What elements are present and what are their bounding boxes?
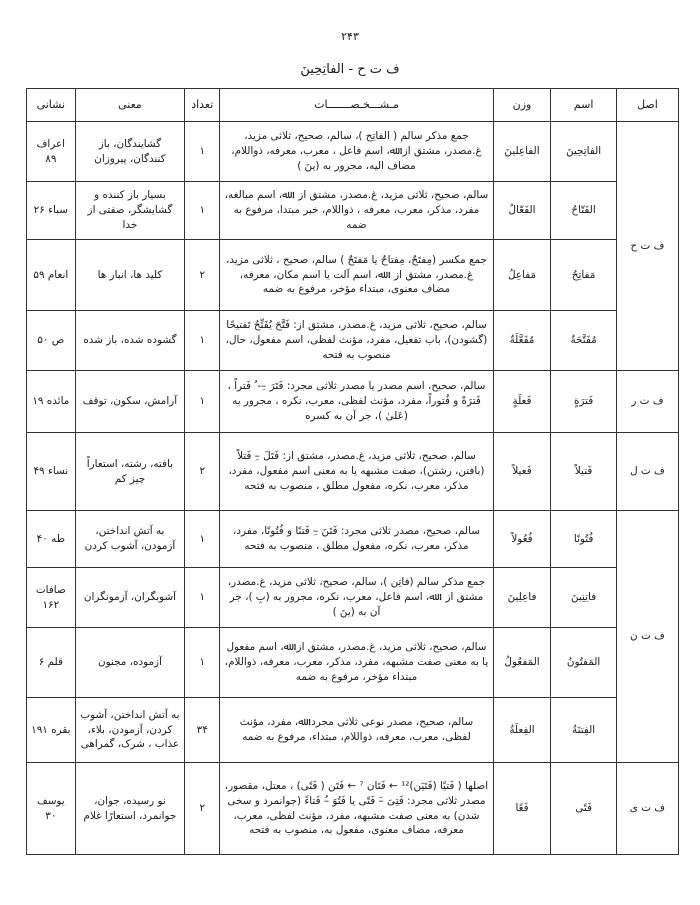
description-cell: سالم، صحیح، مصدر ثلاثی مجرد: فَتَنَ –ِ فَتنًا و فُتُونًا، مفرد، مذکر، معرب، نکره، مفعول مطلق ، منصوب به فتحه [220, 511, 493, 568]
meaning-cell: گشوده شده، باز شده [75, 311, 185, 371]
description-cell: جمع مذکر سالم ( الفاتِح )، سالم، صحیح، ثلاثی مزید، غ.مصدر، مشتق از: ﷲ، اسم فاعل ، معرب، معرفه، ذواللام، مضاف الیه، مجرور به (ینَ ) [220, 122, 493, 182]
header-description: مـشـــخـصـــــــات [220, 89, 493, 122]
meaning-cell: بسیار باز کننده و گشایشگر، صفتی از خدا [75, 182, 185, 240]
count-cell: ۱ [185, 568, 220, 628]
reference-cell: سباء ۲۶ [27, 182, 76, 240]
pattern-cell: مُفَعَّلَةٌ [493, 311, 551, 371]
reference-cell: یوسف ۳۰ [27, 763, 76, 855]
reference-cell: نساء ۴۹ [27, 433, 76, 511]
table-row [27, 511, 679, 568]
noun-cell: فَتًی [551, 763, 617, 855]
pattern-cell: مَفاعِلُ [493, 240, 551, 311]
root-cell: ف ت ل [616, 433, 678, 511]
reference-cell: مائده ۱۹ [27, 371, 76, 433]
pattern-cell: فَعیلاً [493, 433, 551, 511]
meaning-cell: به آتش انداختن، آزمودن، آشوب کردن [75, 511, 185, 568]
pattern-cell: المَفعُولُ [493, 628, 551, 698]
count-cell: ۲ [185, 763, 220, 855]
pattern-cell: فُعُولاً [493, 511, 551, 568]
description-cell: اصلها ( فَتیًا (فَتَیَن)¹² ← فَتَان ⁷ ← فَتَن ( فَتًی) ، معتل، مقصور، مصدر ثلاثی مجرد: فَتِیَ –َ فَتًی یا فَتُوَ –ُ فَتاءً (جوانمرد و سخی شدن) به معنی صفت مشبهه، مفرد، مؤنث لفظی، معرب، معرفه، مضاف معنوی، مفعول به، منصوب به فتحه [220, 763, 493, 855]
reference-cell: طه ۴۰ [27, 511, 76, 568]
pattern-cell: فَعلَةٍ [493, 371, 551, 433]
noun-cell: فَتیلاً [551, 433, 617, 511]
reference-cell: ص ۵۰ [27, 311, 76, 371]
header-reference: نشانی [27, 89, 76, 122]
reference-cell: بقره ۱۹۱ [27, 698, 76, 763]
header-count: تعداد [185, 89, 220, 122]
header-root: اصل [616, 89, 678, 122]
meaning-cell: آشوبگران، آزمونگران [75, 568, 185, 628]
table-row [27, 122, 679, 182]
count-cell: ۳۴ [185, 698, 220, 763]
noun-cell: فاتِنِینَ [551, 568, 617, 628]
noun-cell: المَفتُونُ [551, 628, 617, 698]
noun-cell: الفاتِحِینَ [551, 122, 617, 182]
description-cell: سالم، صحیح، مصدر نوعی ثلاثی مجرد: ﷲ، مفرد، مؤنث لفظی، معرب، معرفه، ذواللام، مبتداء، مرفوع به ضمه [220, 698, 493, 763]
table-row [27, 311, 679, 371]
reference-cell: اعراف ۸۹ [27, 122, 76, 182]
meaning-cell: آرامش، سکون، توقف [75, 371, 185, 433]
lexicon-table [26, 88, 679, 855]
count-cell: ۱ [185, 628, 220, 698]
root-cell: ف ت ر [616, 371, 678, 433]
reference-cell: صافات ۱۶۲ [27, 568, 76, 628]
table-row [27, 698, 679, 763]
meaning-cell: به آتش انداختن، آشوب کردن، آزمودن، بلاء، عذاب ، شرک، گمراهی [75, 698, 185, 763]
noun-cell: مُفَتَّحَةٌ [551, 311, 617, 371]
noun-cell: فَترَةٍ [551, 371, 617, 433]
reference-cell: انعام ۵۹ [27, 240, 76, 311]
table-row [27, 763, 679, 855]
count-cell: ۱ [185, 122, 220, 182]
count-cell: ۱ [185, 371, 220, 433]
meaning-cell: گشایندگان، باز کنندگان، پیروزان [75, 122, 185, 182]
noun-cell: فُتُونًا [551, 511, 617, 568]
pattern-cell: الفِعلَةُ [493, 698, 551, 763]
root-cell: ف ت ح [616, 122, 678, 371]
header-noun: اسم [551, 89, 617, 122]
count-cell: ۲ [185, 240, 220, 311]
pattern-cell: فاعِلِینَ [493, 568, 551, 628]
description-cell: سالم، صحیح، ثلاثی مزید، غ.مصدر، مشتق از: فَتَلَ –ِ فَتلاً (بافتن، رشتن)، صفت مشبهه یا به معنی اسم مفعول، مفرد، مذکر، معرب، نکره، مفعول مطلق ، منصوب به فتحه [220, 433, 493, 511]
table-row [27, 240, 679, 311]
table-row [27, 568, 679, 628]
root-cell: ف ت ی [616, 763, 678, 855]
count-cell: ۱ [185, 182, 220, 240]
reference-cell: قلم ۶ [27, 628, 76, 698]
count-cell: ۱ [185, 311, 220, 371]
page-title: ف ت ح - الفاتِحِینَ [300, 62, 400, 77]
pattern-cell: الفاعِلینَ [493, 122, 551, 182]
table-header-row [27, 89, 679, 122]
noun-cell: الفِتنَةُ [551, 698, 617, 763]
description-cell: سالم، صحیح، ثلاثی مزید، غ.مصدر، مشتق از: ﷲ، اسم مفعول یا به معنی صفت مشبهه، مفرد، مذکر، معرب، معرفه، ذواللام، مبتداء مؤخر، مرفوع به ضمه [220, 628, 493, 698]
meaning-cell: بافته، رشته، استعاراً چیز کم [75, 433, 185, 511]
page-number: ۲۴۳ [341, 30, 359, 43]
table-row [27, 182, 679, 240]
table-row [27, 628, 679, 698]
description-cell: سالم، صحیح، ثلاثی مزید، غ.مصدر، مشتق از: فَتَّحَ یُفَتِّحُ تَفتیحًا (گشودن)، باب تفعیل، مفرد، مؤنث لفظی، اسم مفعول، حال، منصوب به فتحه [220, 311, 493, 371]
meaning-cell: نو رسیده، جوان، جوانمرد، استعارًا غلام [75, 763, 185, 855]
pattern-cell: الفَعّالُ [493, 182, 551, 240]
header-meaning: معنی [75, 89, 185, 122]
header-pattern: وزن [493, 89, 551, 122]
description-cell: سالم، صحیح، ثلاثی مزید، غ.مصدر، مشتق از : ﷲ، اسم مبالغه، مفرد، مذکر، معرب، معرفه ، ذواللام، خبر مبتدا، مرفوع به ضمه [220, 182, 493, 240]
table-row [27, 371, 679, 433]
noun-cell: مَفاتِحُ [551, 240, 617, 311]
meaning-cell: کلید ها، انبار ها [75, 240, 185, 311]
description-cell: جمع مکسر (مِفتَحٌ، مِفتاحٌ یا مَفتَحٌ ) سالم، صحیح ، ثلاثی مزید، غ.مصدر، مشتق از : ﷲ، اسم آلت یا اسم مکان، معرفه، مضاف معنوی، مبتداء مؤخر، مرفوع به ضمه [220, 240, 493, 311]
description-cell: سالم، صحیح، اسم مصدر یا مصدر ثلاثی مجرد: فَتَرَ –ِ- ُ فَتراً ، فَترَةً و فُتوراً، مفرد، مؤنث لفظی، معرب، نکره ، مجرور به (عَلیٰ )، جر آن به کسره [220, 371, 493, 433]
pattern-cell: فَعًا [493, 763, 551, 855]
root-cell: ف ت ن [616, 511, 678, 763]
meaning-cell: آزموده، مجنون [75, 628, 185, 698]
noun-cell: الفَتّاحُ [551, 182, 617, 240]
count-cell: ۱ [185, 511, 220, 568]
count-cell: ۲ [185, 433, 220, 511]
description-cell: جمع مذکر سالم (فاتِن )، سالم، صحیح، ثلاثی مزید، غ.مصدر، مشتق از : ﷲ، اسم فاعل، معرب، نکره، مجرور به (بِ )، جر آن به (ینَ ) [220, 568, 493, 628]
table-row [27, 433, 679, 511]
